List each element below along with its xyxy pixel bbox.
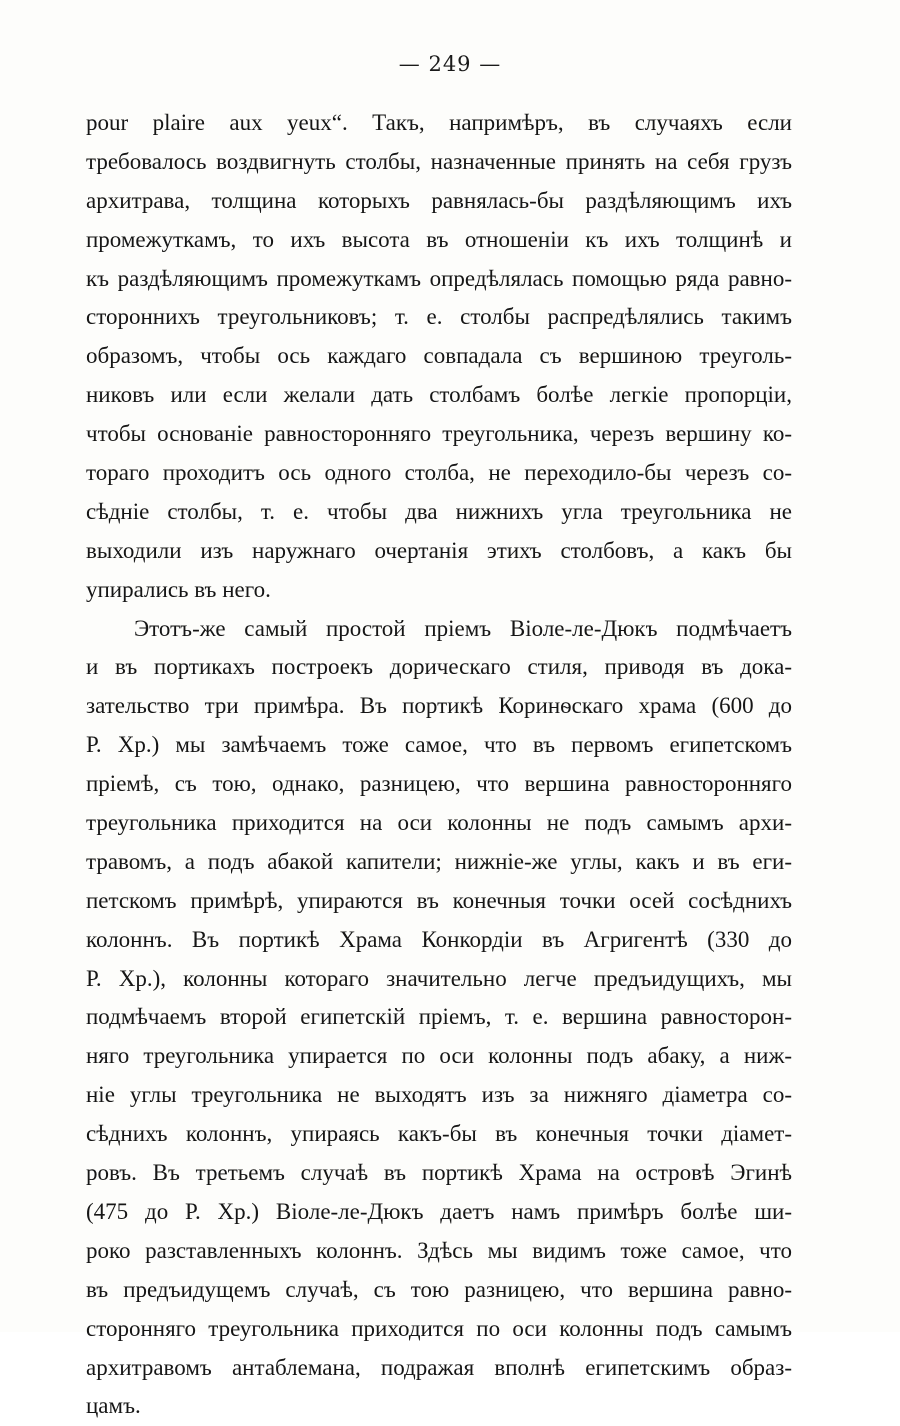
text-line: сѣднихъ колоннъ, упираясь какъ-бы въ конечныя точки діамет-: [86, 1121, 792, 1147]
text-line: няго треугольника упирается по оси колонны подъ абаку, а ниж-: [86, 1043, 792, 1069]
text-line: промежуткамъ, то ихъ высота въ отношеніи къ ихъ толщинѣ и: [86, 226, 792, 252]
text-line: травомъ, а подъ абакой капители; нижніе-же углы, какъ и въ еги-: [86, 848, 792, 874]
text-line: никовъ или если желали дать столбамъ болѣе легкіе пропорціи,: [86, 382, 792, 408]
text-line: pour plaire aux yeux“. Такъ, напримѣръ, въ случаяхъ если: [86, 110, 792, 135]
text-line: Этотъ-же самый простой пріемъ Віоле-ле-Дюкъ подмѣчаетъ: [134, 615, 792, 641]
paragraph-1: [86, 104, 792, 610]
text-line: сѣдніе столбы, т. е. чтобы два нижнихъ угла треугольника не: [86, 498, 792, 524]
text-line: къ раздѣляющимъ промежуткамъ опредѣлялась помощью ряда равно-: [86, 265, 792, 291]
text-line: и въ портикахъ построекъ дорическаго стиля, приводя въ дока-: [86, 654, 792, 680]
paragraph-2: [86, 610, 792, 1426]
text-line: Р. Хр.), колонны котораго значительно легче предъидущихъ, мы: [86, 965, 792, 991]
text-line: (475 до Р. Хр.) Віоле-ле-Дюкъ даетъ намъ примѣръ болѣе ши-: [86, 1198, 792, 1224]
body-text: [86, 104, 792, 1426]
text-line: петскомъ примѣрѣ, упираются въ конечныя точки осей сосѣднихъ: [86, 887, 792, 913]
text-line: цамъ.: [86, 1393, 141, 1419]
text-line: архитрава, толщина которыхъ равнялась-бы раздѣляющимъ ихъ: [86, 187, 792, 213]
text-line: упирались въ него.: [86, 576, 271, 602]
text-line: зательство три примѣра. Въ портикѣ Коринѳскаго храма (600 до: [86, 693, 792, 719]
text-line: ніе углы треугольника не выходятъ изъ за нижняго діаметра со-: [86, 1082, 792, 1108]
page-number: — 249 —: [398, 52, 502, 76]
text-line: подмѣчаемъ второй египетскій пріемъ, т. е. вершина равносторон-: [86, 1004, 792, 1030]
text-line: выходили изъ наружнаго очертанія этихъ столбовъ, а какъ бы: [86, 537, 792, 563]
text-line: ровъ. Въ третьемъ случаѣ въ портикѣ Храма на островѣ Эгинѣ: [86, 1160, 792, 1186]
text-line: сторонняго треугольника приходится по оси колонны подъ самымъ: [86, 1315, 792, 1341]
text-line: стороннихъ треугольниковъ; т. е. столбы распредѣлялись такимъ: [86, 304, 792, 330]
text-line: тораго проходитъ ось одного столба, не переходило-бы черезъ со-: [86, 460, 792, 486]
text-line: треугольника приходится на оси колонны не подъ самымъ архи-: [86, 810, 792, 836]
text-line: колоннъ. Въ портикѣ Храма Конкордіи въ Агригентѣ (330 до: [86, 926, 792, 952]
text-line: чтобы основаніе равносторонняго треугольника, черезъ вершину ко-: [86, 421, 792, 447]
text-line: требовалось воздвигнуть столбы, назначенные принять на себя грузъ: [86, 148, 792, 174]
text-line: въ предъидущемъ случаѣ, съ тою разницею, что вершина равно-: [86, 1276, 792, 1302]
text-line: Р. Хр.) мы замѣчаемъ тоже самое, что въ первомъ египетскомъ: [86, 732, 792, 758]
text-line: образомъ, чтобы ось каждаго совпадала съ вершиною треуголь-: [86, 343, 792, 369]
text-line: архитравомъ антаблемана, подражая вполнѣ египетскимъ образ-: [86, 1354, 792, 1380]
text-line: пріемѣ, съ тою, однако, разницею, что вершина равносторонняго: [86, 771, 792, 797]
text-line: роко разставленныхъ колоннъ. Здѣсь мы видимъ тоже самое, что: [86, 1237, 792, 1263]
